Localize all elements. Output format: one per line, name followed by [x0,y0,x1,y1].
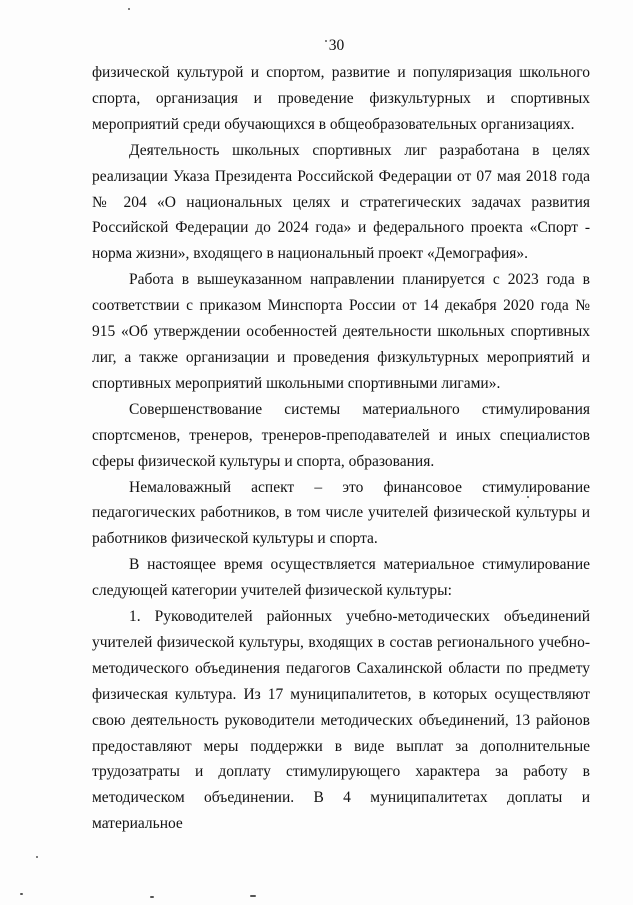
paragraph-current-incentives: В настоящее время осуществляется материальное стимулирование следующей категории учителей физической культуры: [92,556,590,600]
document-body [92,60,590,837]
scan-speck [250,895,256,897]
scan-speck [128,8,130,10]
paragraph-important-aspect: Немаловажный аспект – это финансовое стимулирование педагогических работников, в том числе учителей физической культуры и работников физической культуры и спорта. [92,478,590,548]
scan-speck [20,893,23,895]
scan-speck [150,896,154,898]
scan-speck [527,496,529,498]
page-number: 30 [328,37,345,54]
paragraph-continuation: физической культурой и спортом, развитие и популяризация школьного спорта, организация и проведение физкультурных и спортивных мероприятий среди обучающихся в общеобразовательных организациях. [92,64,590,133]
paragraph-list-item-1: 1. Руководителей районных учебно-методических объединений учителей физической культуры, входящих в состав регионального учебно-методического объединения педагогов Сахалинской области по предмету физическая культура. Из 17 муниципалитетов, в которых осуществляют свою деятельность руководители методических объединений, 13 районов предоставляют меры поддержки в виде выплат за дополнительные трудозатраты и доплату стимулирующего характера за работу в методическом объединении. В 4 муниципалитетах доплаты и материальное [92,608,590,833]
paragraph-school-leagues: Деятельность школьных спортивных лиг разработана в целях реализации Указа Президента Российской Федерации от 07 мая 2018 года № 204 «О национальных целях и стратегических задачах развития Российской Федерации до 2024 года» и федерального проекта «Спорт - норма жизни», входящего в национальный проект «Демография». [92,141,590,263]
scan-speck [325,40,327,42]
paragraph-work-plan: Работа в вышеуказанном направлении планируется с 2023 года в соответствии с приказом Минспорта России от 14 декабря 2020 года № 915 «Об утверждении особенностей деятельности школьных спортивных лиг, а также организации и проведения физкультурных мероприятий и спортивных мероприятий школьными спортивными лигами». [92,271,590,392]
scan-speck [36,856,38,858]
paragraph-improvement: Совершенствование системы материального стимулирования спортсменов, тренеров, тренеров-преподавателей и иных специалистов сферы физической культуры и спорта, образования. [92,400,590,470]
